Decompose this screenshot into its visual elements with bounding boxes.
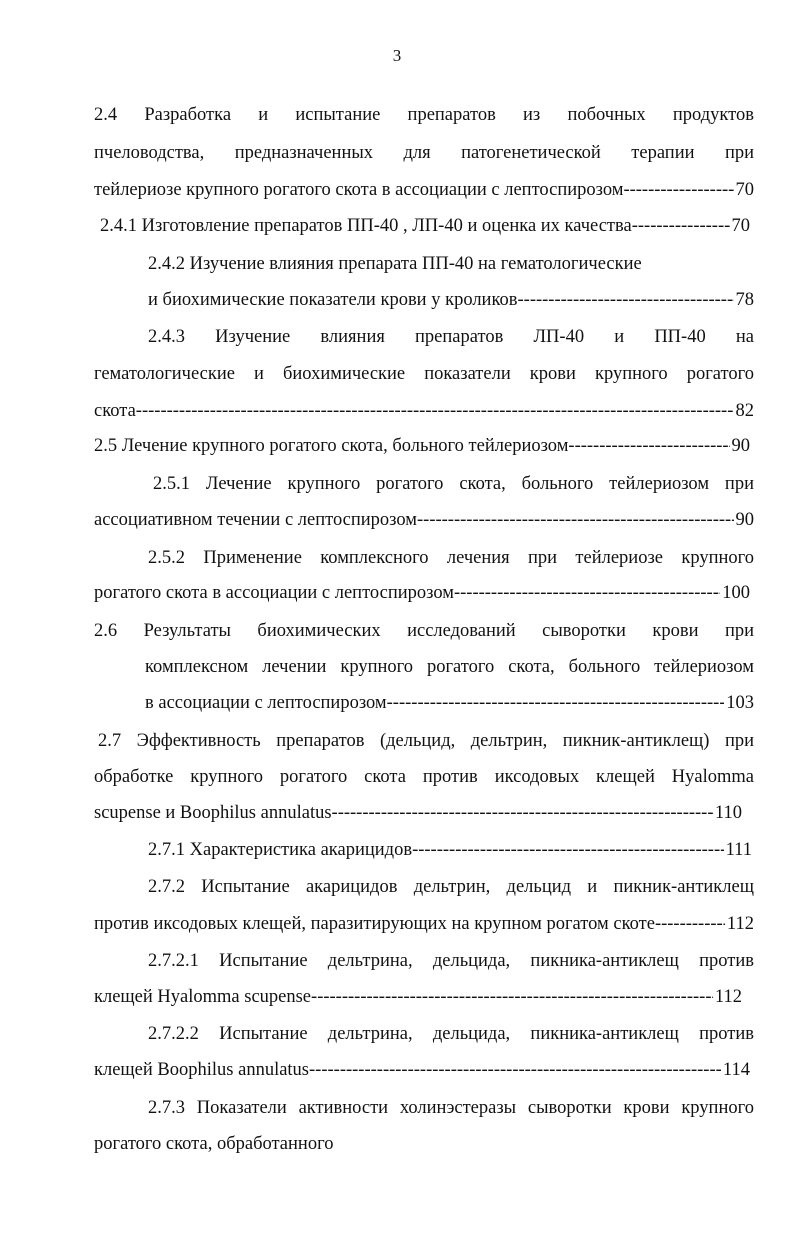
toc-entry-2-7-text: scupense и Boophilus annulatus (94, 803, 332, 823)
toc-entry-2-4-2-text: и биохимические показатели крови у кроликов (148, 290, 518, 310)
leader-dots (623, 178, 733, 202)
toc-entry-2-4-3-page: 82 (735, 401, 754, 421)
leader-dots (309, 1058, 721, 1082)
toc-entry-2-7-2-1-text: клещей Hyalomma scupense (94, 987, 312, 1007)
toc-entry-2-7-page: 110 (714, 803, 742, 823)
toc-entry-2-6-page: 103 (726, 693, 754, 713)
leader-dots (332, 801, 713, 825)
toc-entry-2-7-3-line-1: 2.7.3 Показатели активности холинэстеразы сыворотки крови крупного (148, 1098, 754, 1118)
toc-entry-2-6-line-1: 2.6 Результаты биохимических исследований сыворотки крови при (94, 621, 754, 641)
toc-entry-2-4-line-3 (94, 178, 754, 202)
toc-entry-2-7-1-text: 2.7.1 Характеристика акарицидов (148, 840, 413, 860)
toc-entry-2-6-text: в ассоциации с лептоспирозом (145, 693, 387, 713)
toc-entry-2-6-line-2: комплексном лечении крупного рогатого скота, больного тейлериозом (145, 657, 754, 677)
leader-dots (387, 691, 725, 715)
leader-dots (417, 508, 734, 532)
toc-entry-2-5-text: 2.5 Лечение крупного рогатого скота, больного тейлериозом (94, 436, 569, 456)
toc-entry-2-7-2-2-line-1: 2.7.2.2 Испытание дельтрина, дельцида, пикника-антиклещ против (148, 1024, 754, 1044)
toc-entry-2-5-1-line-1: 2.5.1 Лечение крупного рогатого скота, больного тейлериозом при (153, 474, 754, 494)
leader-dots (412, 838, 724, 862)
toc-entry-2-4-2-page: 78 (735, 290, 754, 310)
toc-entry-2-7-2-line-2 (94, 912, 754, 936)
toc-entry-2-7-2-1-line-2 (94, 985, 742, 1009)
toc-entry-2-7-line-2: обработке крупного рогатого скота против иксодовых клещей Hyalomma (94, 767, 754, 787)
toc-entry-2-7-2-page: 112 (726, 914, 754, 934)
toc-entry-2-4-1-page: 70 (731, 216, 750, 236)
leader-dots (311, 985, 713, 1009)
toc-entry-2-7-line-1: 2.7 Эффективность препаратов (дельцид, дельтрин, пикник-антиклещ) при (98, 731, 754, 751)
toc-entry-2-4-line-2: пчеловодства, предназначенных для патогенетической терапии при (94, 143, 754, 163)
toc-entry-2-7-1 (148, 838, 752, 862)
toc-entry-2-7-1-page: 111 (725, 840, 752, 860)
leader-dots (518, 288, 734, 312)
leader-dots (136, 399, 734, 423)
toc-entry-2-4-3-line-2: гематологические и биохимические показатели крови крупного рогатого (94, 364, 754, 384)
toc-entry-2-4-2-line-1: 2.4.2 Изучение влияния препарата ПП-40 на гематологические (148, 254, 642, 274)
toc-entry-2-4-2-line-2 (148, 288, 754, 312)
toc-entry-2-7-2-2-line-2 (94, 1058, 750, 1082)
leader-dots (568, 434, 729, 458)
toc-entry-2-7-2-2-page: 114 (722, 1060, 750, 1080)
toc-entry-2-6-line-3 (145, 691, 754, 715)
toc-entry-2-7-3-line-2: рогатого скота, обработанного (94, 1134, 334, 1154)
toc-entry-2-5-2-text: рогатого скота в ассоциации с лептоспирозом (94, 583, 454, 603)
toc-entry-2-5 (94, 434, 750, 458)
toc-entry-2-7-2-1-page: 112 (714, 987, 742, 1007)
toc-entry-2-4-text: тейлериозе крупного рогатого скота в ассоциации с лептоспирозом (94, 180, 624, 200)
toc-entry-2-5-1-line-2 (94, 508, 754, 532)
toc-entry-2-7-2-1-line-1: 2.7.2.1 Испытание дельтрина, дельцида, пикника-антиклещ против (148, 951, 754, 971)
toc-entry-2-4-1-text: 2.4.1 Изготовление препаратов ПП-40 , ЛП-40 и оценка их качества (100, 216, 632, 236)
toc-entry-2-4-3-text: скота (94, 401, 136, 421)
toc-entry-2-7-2-line-1: 2.7.2 Испытание акарицидов дельтрин, дельцид и пикник-антиклещ (148, 877, 754, 897)
toc-entry-2-5-2-line-1: 2.5.2 Применение комплексного лечения при тейлериозе крупного (148, 548, 754, 568)
leader-dots (454, 581, 720, 605)
toc-entry-2-7-line-3 (94, 801, 742, 825)
page-number: 3 (392, 46, 402, 65)
toc-entry-2-4-line-1: 2.4 Разработка и испытание препаратов из побочных продуктов (94, 105, 754, 125)
toc-entry-2-5-2-line-2 (94, 581, 750, 605)
leader-dots (655, 912, 725, 936)
toc-entry-2-5-1-text: ассоциативном течении с лептоспирозом (94, 510, 417, 530)
toc-entry-2-7-2-text: против иксодовых клещей, паразитирующих на крупном рогатом скоте (94, 914, 655, 934)
toc-entry-2-5-page: 90 (731, 436, 750, 456)
toc-entry-2-5-1-page: 90 (735, 510, 754, 530)
toc-entry-2-7-2-2-text: клещей Boophilus annulatus (94, 1060, 310, 1080)
leader-dots (632, 214, 730, 238)
toc-entry-2-5-2-page: 100 (722, 583, 750, 603)
toc-entry-2-4-3-line-1: 2.4.3 Изучение влияния препаратов ЛП-40 и ПП-40 на (148, 327, 754, 347)
toc-entry-2-4-1 (100, 214, 750, 238)
toc-entry-2-4-page: 70 (735, 180, 754, 200)
toc-entry-2-4-3-line-3 (94, 399, 754, 423)
